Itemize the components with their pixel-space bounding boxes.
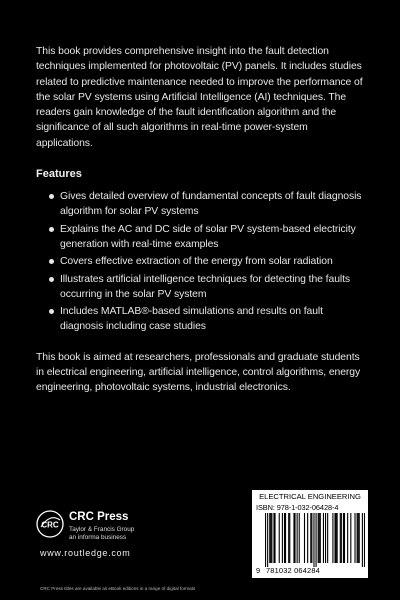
publisher-website[interactable]: www.routledge.com <box>40 548 131 558</box>
barcode-first-digit: 9 <box>256 566 261 575</box>
barcode-bar <box>267 513 268 567</box>
barcode-bar <box>288 513 289 563</box>
barcode-bar <box>364 513 365 567</box>
barcode-bar <box>336 513 337 563</box>
publisher-name: CRC Press <box>69 511 129 523</box>
bullet-icon <box>49 309 54 314</box>
feature-text: Covers effective extraction of the energy from solar radiation <box>60 256 333 268</box>
barcode-bar <box>350 513 351 563</box>
barcode-bar <box>358 513 359 563</box>
publisher-tagline: an informa business <box>69 534 127 541</box>
barcode-bar <box>332 513 333 563</box>
barcode-bar <box>327 513 328 563</box>
barcode-bar <box>294 513 295 563</box>
feature-item <box>60 189 366 220</box>
bullet-icon <box>49 277 54 282</box>
barcode-bar <box>310 513 311 563</box>
features-heading: Features <box>36 168 82 181</box>
barcode-bar <box>334 513 335 563</box>
crc-logo-text: CRC <box>41 520 59 530</box>
barcode-bar <box>320 513 321 563</box>
barcode-bar <box>270 513 271 563</box>
bullet-icon <box>49 194 54 199</box>
barcode-bar <box>293 513 294 563</box>
publisher-group: Taylor & Francis Group <box>69 526 135 533</box>
barcode-bar <box>279 513 280 563</box>
barcode-bar <box>362 513 363 567</box>
barcode-bar <box>311 513 312 563</box>
feature-text: Illustrates artificial intelligence techniques for detecting the faults occurring in the solar PV system <box>60 273 351 300</box>
barcode-box <box>252 490 368 578</box>
barcode-bar <box>269 513 270 563</box>
crc-logo-icon <box>36 510 64 538</box>
barcode-bar <box>357 513 358 563</box>
barcode-bar <box>343 513 344 563</box>
publisher-block <box>36 510 236 570</box>
intro-paragraph: This book provides comprehensive insight into the fault detection techniques implemented for photovoltaic (PV) panels. It includes studies related to predictive maintenance needed to improve the performance of the solar PV systems using Artificial Intelligence (AI) techniques. The readers gain knowledge of the fault identification algorithm and the significance of all such algorithms in real-time power-system applications. <box>36 46 363 149</box>
barcode-bar <box>289 513 290 563</box>
subject-category: ELECTRICAL ENGINEERING <box>259 492 361 501</box>
feature-item <box>60 254 366 269</box>
barcode-bar <box>319 513 320 563</box>
barcode-icon <box>265 513 365 567</box>
feature-item <box>60 272 366 303</box>
cover-description <box>36 44 366 396</box>
barcode-bar <box>344 513 345 563</box>
feature-text: Includes MATLAB®-based simulations and results on fault diagnosis including case studies <box>60 306 323 333</box>
barcode-bar <box>341 513 342 563</box>
feature-item <box>60 304 366 335</box>
barcode-bar <box>340 513 341 563</box>
barcode-bar <box>318 513 319 563</box>
barcode-bar <box>284 513 285 563</box>
barcode-bar <box>273 513 274 563</box>
barcode-digits: 781032 064284 <box>266 566 320 575</box>
isbn-label: ISBN: 978-1-032-06428-4 <box>256 503 339 512</box>
barcode-bar <box>297 513 298 563</box>
bullet-icon <box>49 259 54 264</box>
barcode-bar <box>274 513 275 563</box>
barcode-bar <box>337 513 338 563</box>
barcode-bar <box>347 513 348 563</box>
barcode-bar <box>323 513 324 563</box>
barcode-bar <box>271 513 272 563</box>
bullet-icon <box>49 227 54 232</box>
ebook-note: CRC Press titles are available as eBook editions in a range of digital formats <box>40 586 196 591</box>
feature-text: Gives detailed overview of fundamental concepts of fault diagnosis algorithm for solar PV systems <box>60 191 362 218</box>
barcode-bar <box>299 513 300 563</box>
barcode-bar <box>359 513 360 563</box>
feature-item <box>60 222 366 253</box>
barcode-bar <box>304 513 305 563</box>
closing-paragraph: This book is aimed at researchers, professionals and graduate students in electrical engineering, artificial intelligence, control algorithms, energy engineering, photovoltaic systems, industrial electronics. <box>36 351 361 394</box>
barcode-bar <box>265 513 266 567</box>
features-list <box>36 189 366 335</box>
barcode-bar <box>313 513 314 567</box>
barcode-bar <box>282 513 283 563</box>
barcode-bar <box>325 513 326 563</box>
barcode-bar <box>316 513 317 567</box>
barcode-bar <box>285 513 286 563</box>
barcode-bar <box>354 513 355 563</box>
barcode-bar <box>307 513 308 563</box>
feature-text: Explains the AC and DC side of solar PV system-based electricity generation with real-time examples <box>60 223 356 250</box>
